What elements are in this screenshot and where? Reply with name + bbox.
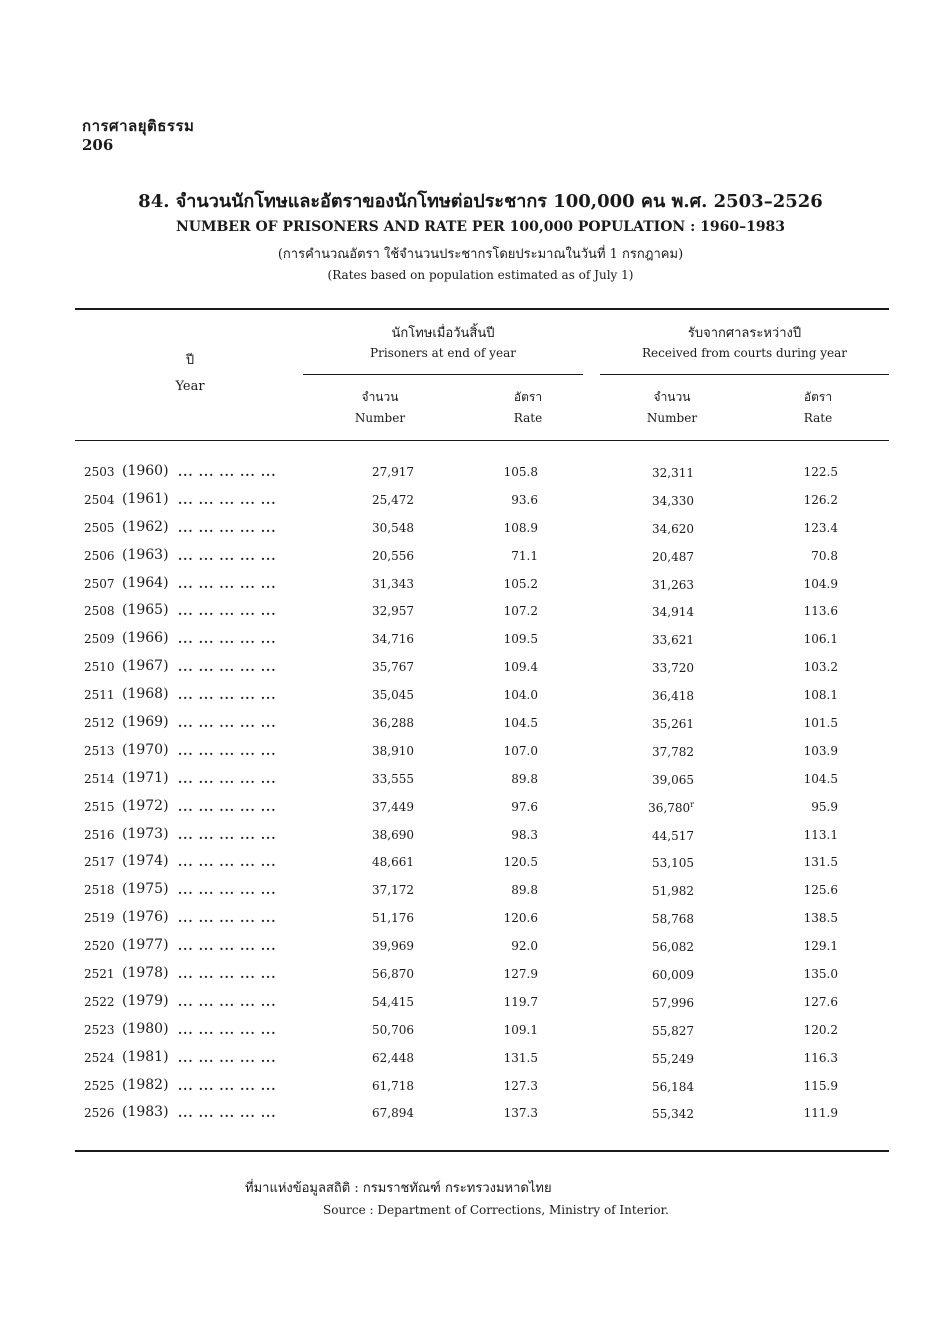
received-number [608, 716, 694, 731]
year-ce: (1967) [122, 658, 169, 675]
received-number [608, 493, 694, 508]
prisoners-rate: 119.7 [503, 994, 538, 1009]
received-number [608, 800, 694, 815]
prisoners-number: 33,555 [372, 771, 414, 786]
received-rate: 122.5 [803, 465, 838, 479]
col-number-2-thai: จำนวน [653, 390, 691, 404]
leader-dots: ... ... ... ... ... [178, 1022, 277, 1037]
prisoners-number: 38,910 [372, 743, 414, 758]
received-number [608, 604, 694, 619]
prisoners-number: 54,415 [372, 994, 414, 1009]
year-be: 2521 [84, 967, 115, 982]
year-ce: (1978) [122, 965, 169, 982]
year-be: 2518 [84, 883, 115, 898]
received-rate: 115.9 [803, 1078, 838, 1093]
received-number-value: 56,184 [652, 1079, 694, 1094]
year-ce: (1979) [122, 992, 169, 1009]
received-number [608, 828, 694, 843]
prisoners-rate: 120.5 [503, 855, 538, 870]
prisoners-rate: 109.4 [503, 660, 538, 675]
received-rate: 103.9 [803, 743, 838, 758]
table-row [0, 626, 941, 654]
year-be: 2520 [84, 939, 115, 954]
received-rate: 104.5 [803, 771, 838, 786]
leader-dots: ... ... ... ... ... [178, 911, 277, 926]
year-ce: (1966) [122, 630, 169, 647]
prisoners-number: 38,690 [372, 827, 414, 842]
received-number-value: 55,827 [652, 1023, 694, 1038]
year-ce: (1962) [122, 518, 169, 535]
leader-dots: ... ... ... ... ... [178, 799, 277, 814]
year-header-thai: ปี [185, 353, 195, 368]
year-be: 2519 [84, 911, 115, 926]
received-number-value: 55,249 [652, 1051, 694, 1066]
year-ce: (1961) [122, 490, 169, 507]
received-number-value: 34,914 [652, 605, 694, 620]
prisoners-number: 31,343 [372, 576, 414, 591]
year-be: 2504 [84, 492, 115, 507]
leader-dots: ... ... ... ... ... [178, 465, 277, 479]
prisoners-rate: 127.9 [503, 967, 538, 982]
year-be: 2503 [84, 465, 115, 479]
year-ce: (1970) [122, 741, 169, 758]
received-rate: 123.4 [803, 520, 838, 535]
received-number-value: 56,082 [652, 940, 694, 955]
prisoners-rate: 105.2 [503, 576, 538, 591]
table-row [0, 1073, 941, 1101]
table-row [0, 1045, 941, 1073]
received-number [608, 855, 694, 870]
year-ce: (1980) [122, 1020, 169, 1037]
leader-dots: ... ... ... ... ... [178, 743, 277, 758]
group2-underline [600, 374, 889, 375]
table-row [0, 905, 941, 933]
table-row [0, 1017, 941, 1045]
received-rate: 70.8 [811, 548, 838, 563]
table-bottom-rule [75, 1150, 889, 1152]
received-number [608, 1051, 694, 1066]
year-be: 2522 [84, 994, 115, 1009]
received-number-value: 34,330 [652, 493, 694, 508]
received-rate: 120.2 [803, 1022, 838, 1037]
leader-dots: ... ... ... ... ... [178, 576, 277, 591]
leader-dots: ... ... ... ... ... [178, 1078, 277, 1093]
prisoners-rate: 89.8 [511, 883, 538, 898]
year-be: 2507 [84, 576, 115, 591]
year-ce: (1964) [122, 574, 169, 591]
leader-dots: ... ... ... ... ... [178, 688, 277, 703]
year-ce: (1965) [122, 602, 169, 619]
prisoners-rate: 92.0 [511, 939, 538, 954]
table-row [0, 459, 941, 487]
received-number-value: 60,009 [652, 968, 694, 983]
prisoners-number: 27,917 [372, 465, 414, 479]
received-number [608, 883, 694, 898]
year-be: 2509 [84, 632, 115, 647]
year-be: 2517 [84, 855, 115, 870]
table-row [0, 543, 941, 571]
leader-dots: ... ... ... ... ... [178, 1050, 277, 1065]
year-be: 2505 [84, 520, 115, 535]
received-number-value: 31,263 [652, 577, 694, 592]
table-row [0, 794, 941, 822]
received-rate: 135.0 [803, 967, 838, 982]
prisoners-rate: 108.9 [503, 520, 538, 535]
leader-dots: ... ... ... ... ... [178, 939, 277, 954]
table-row [0, 822, 941, 850]
table-row [0, 989, 941, 1017]
prisoners-number: 30,548 [372, 520, 414, 535]
year-be: 2511 [84, 688, 115, 703]
col-rate-2-english: Rate [803, 411, 833, 425]
prisoners-rate: 120.6 [503, 911, 538, 926]
prisoners-number: 25,472 [372, 492, 414, 507]
received-number-value: 44,517 [652, 828, 694, 843]
received-number-value: 39,065 [652, 772, 694, 787]
leader-dots: ... ... ... ... ... [178, 883, 277, 898]
prisoners-number: 37,449 [372, 799, 414, 814]
table-row [0, 766, 941, 794]
table-row [0, 654, 941, 682]
year-ce: (1971) [122, 769, 169, 786]
received-rate: 113.1 [803, 827, 838, 842]
prisoners-rate: 137.3 [503, 1106, 538, 1121]
prisoners-rate: 105.8 [503, 465, 538, 479]
col-number-1-thai: จำนวน [361, 390, 399, 404]
table-row [0, 487, 941, 515]
received-number-value: 51,982 [652, 884, 694, 899]
received-number-value: 55,342 [652, 1107, 694, 1122]
received-rate: 127.6 [803, 994, 838, 1009]
prisoners-number: 34,716 [372, 632, 414, 647]
year-be: 2523 [84, 1022, 115, 1037]
received-number [608, 577, 694, 592]
prisoners-rate: 109.1 [503, 1022, 538, 1037]
year-be: 2514 [84, 771, 115, 786]
revised-note-marker: r [690, 799, 694, 809]
year-be: 2513 [84, 743, 115, 758]
prisoners-number: 36,288 [372, 716, 414, 731]
received-number-value: 34,620 [652, 521, 694, 536]
received-number-value: 20,487 [652, 549, 694, 564]
received-rate: 103.2 [803, 660, 838, 675]
table-row [0, 571, 941, 599]
received-rate: 116.3 [803, 1050, 838, 1065]
received-number [608, 995, 694, 1010]
rate-note-thai: (การคำนวณอัตรา ใช้จำนวนประชากรโดยประมาณในวันที่ 1 กรกฎาคม) [277, 247, 684, 262]
leader-dots: ... ... ... ... ... [178, 632, 277, 647]
received-number-value: 36,418 [652, 689, 694, 704]
year-ce: (1982) [122, 1076, 169, 1093]
group2-header-thai: รับจากศาลระหว่างปี [687, 326, 802, 341]
year-ce: (1975) [122, 881, 169, 898]
received-number [608, 549, 694, 564]
prisoners-number: 20,556 [372, 548, 414, 563]
received-number [608, 744, 694, 759]
running-head: การศาลยุติธรรม [82, 117, 195, 135]
leader-dots: ... ... ... ... ... [178, 827, 277, 842]
received-number-value: 33,720 [652, 661, 694, 676]
source-thai: ที่มาแห่งข้อมูลสถิติ : กรมราชทัณฑ์ กระทรวงมหาดไทย [245, 1181, 552, 1196]
year-be: 2506 [84, 548, 115, 563]
received-rate: 113.6 [803, 604, 838, 619]
prisoners-rate: 104.5 [503, 716, 538, 731]
year-be: 2512 [84, 716, 115, 731]
received-rate: 125.6 [803, 883, 838, 898]
received-number-value: 32,311 [652, 466, 694, 480]
received-rate: 108.1 [803, 688, 838, 703]
prisoners-rate: 131.5 [503, 1050, 538, 1065]
year-be: 2508 [84, 604, 115, 619]
prisoners-number: 67,894 [372, 1106, 414, 1121]
col-rate-1-thai: อัตรา [513, 390, 543, 404]
table-row [0, 961, 941, 989]
year-ce: (1983) [122, 1104, 169, 1121]
received-rate: 131.5 [803, 855, 838, 870]
received-number [608, 772, 694, 787]
received-rate: 104.9 [803, 576, 838, 591]
year-ce: (1972) [122, 797, 169, 814]
year-be: 2525 [84, 1078, 115, 1093]
prisoners-rate: 71.1 [511, 548, 538, 563]
received-number-value: 57,996 [652, 995, 694, 1010]
prisoners-rate: 109.5 [503, 632, 538, 647]
prisoners-rate: 104.0 [503, 688, 538, 703]
leader-dots: ... ... ... ... ... [178, 855, 277, 870]
year-header-english: Year [175, 379, 205, 394]
prisoners-number: 56,870 [372, 967, 414, 982]
prisoners-number: 62,448 [372, 1050, 414, 1065]
col-rate-2-thai: อัตรา [803, 390, 833, 404]
year-ce: (1976) [122, 909, 169, 926]
table-row [0, 682, 941, 710]
received-rate: 101.5 [803, 716, 838, 731]
received-number [608, 1023, 694, 1038]
source-english: Source : Department of Corrections, Ministry of Interior. [323, 1203, 669, 1217]
prisoners-rate: 97.6 [511, 799, 538, 814]
col-rate-1-english: Rate [513, 411, 543, 425]
table-row [0, 598, 941, 626]
leader-dots: ... ... ... ... ... [178, 967, 277, 982]
received-rate: 95.9 [811, 799, 838, 814]
received-number [608, 688, 694, 703]
year-be: 2515 [84, 799, 115, 814]
prisoners-number: 35,045 [372, 688, 414, 703]
table-row [0, 515, 941, 543]
received-number [608, 660, 694, 675]
col-number-1-english: Number [354, 411, 406, 425]
table-title-thai: 84. จำนวนนักโทษและอัตราของนักโทษต่อประชากร 100,000 คน พ.ศ. 2503–2526 [138, 191, 823, 212]
received-number [608, 521, 694, 536]
prisoners-rate: 127.3 [503, 1078, 538, 1093]
group1-header-thai: นักโทษเมื่อวันสิ้นปี [391, 326, 495, 341]
prisoners-rate: 98.3 [511, 827, 538, 842]
received-rate: 126.2 [803, 492, 838, 507]
year-be: 2516 [84, 827, 115, 842]
prisoners-rate: 107.2 [503, 604, 538, 619]
year-ce: (1963) [122, 546, 169, 563]
year-ce: (1974) [122, 853, 169, 870]
received-number [608, 1106, 694, 1121]
table-row [0, 877, 941, 905]
year-be: 2526 [84, 1106, 115, 1121]
leader-dots: ... ... ... ... ... [178, 660, 277, 675]
group1-header-english: Prisoners at end of year [370, 346, 516, 360]
rate-note-english: (Rates based on population estimated as of July 1) [327, 268, 634, 282]
received-number [608, 911, 694, 926]
table-row [0, 710, 941, 738]
prisoners-number: 35,767 [372, 660, 414, 675]
received-number [608, 1079, 694, 1094]
year-ce: (1960) [122, 463, 169, 479]
col-number-2-english: Number [646, 411, 698, 425]
table-title-english: NUMBER OF PRISONERS AND RATE PER 100,000 POPULATION : 1960–1983 [175, 219, 786, 235]
leader-dots: ... ... ... ... ... [178, 548, 277, 563]
page-number: 206 [82, 136, 114, 154]
table-body [0, 459, 941, 1128]
table-row [0, 933, 941, 961]
prisoners-number: 39,969 [372, 939, 414, 954]
prisoners-rate: 93.6 [511, 492, 538, 507]
table-top-rule [75, 308, 889, 310]
received-number [608, 939, 694, 954]
year-ce: (1973) [122, 825, 169, 842]
received-number-value: 53,105 [652, 856, 694, 871]
year-be: 2524 [84, 1050, 115, 1065]
year-ce: (1981) [122, 1048, 169, 1065]
received-number-value: 33,621 [652, 633, 694, 648]
header-bottom-rule [75, 440, 889, 441]
prisoners-number: 48,661 [372, 855, 414, 870]
leader-dots: ... ... ... ... ... [178, 492, 277, 507]
received-rate: 138.5 [803, 911, 838, 926]
received-number-value: 36,780 [648, 800, 691, 815]
leader-dots: ... ... ... ... ... [178, 520, 277, 535]
received-number-value: 35,261 [652, 717, 694, 732]
prisoners-number: 50,706 [372, 1022, 414, 1037]
leader-dots: ... ... ... ... ... [178, 604, 277, 619]
leader-dots: ... ... ... ... ... [178, 716, 277, 731]
table-row [0, 738, 941, 766]
prisoners-rate: 89.8 [511, 771, 538, 786]
received-number-value: 58,768 [652, 912, 694, 927]
year-ce: (1969) [122, 714, 169, 731]
received-rate: 106.1 [803, 632, 838, 647]
prisoners-number: 51,176 [372, 911, 414, 926]
leader-dots: ... ... ... ... ... [178, 994, 277, 1009]
prisoners-number: 61,718 [372, 1078, 414, 1093]
leader-dots: ... ... ... ... ... [178, 771, 277, 786]
group2-header-english: Received from courts during year [642, 346, 847, 360]
table-row [0, 1100, 941, 1128]
received-rate: 111.9 [803, 1106, 838, 1121]
leader-dots: ... ... ... ... ... [178, 1106, 277, 1121]
received-number [608, 967, 694, 982]
received-number [608, 632, 694, 647]
year-ce: (1977) [122, 937, 169, 954]
year-be: 2510 [84, 660, 115, 675]
prisoners-rate: 107.0 [503, 743, 538, 758]
received-number-value: 37,782 [652, 744, 694, 759]
received-number [608, 465, 694, 480]
group1-underline [303, 374, 583, 375]
prisoners-number: 37,172 [372, 883, 414, 898]
year-ce: (1968) [122, 686, 169, 703]
received-rate: 129.1 [803, 939, 838, 954]
table-row [0, 849, 941, 877]
prisoners-number: 32,957 [372, 604, 414, 619]
